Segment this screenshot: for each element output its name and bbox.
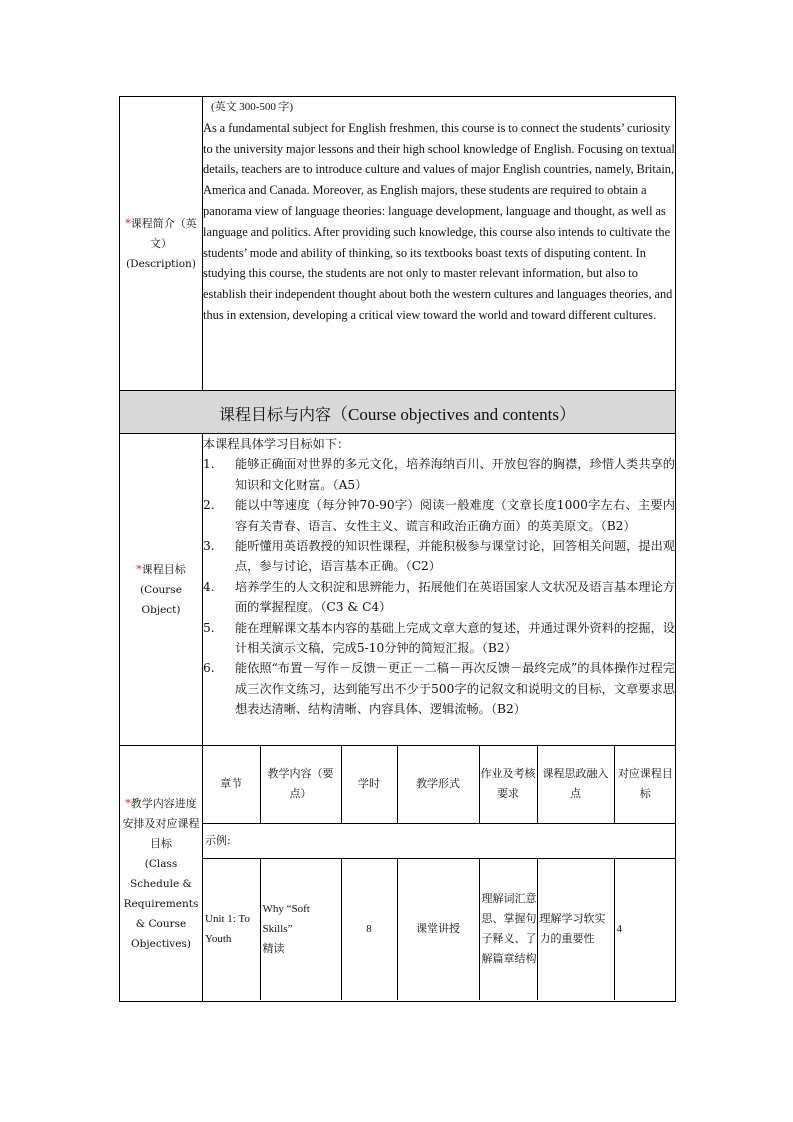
objectives-label-en: (Course Object) [140,583,182,616]
objectives-label [120,434,203,746]
description-label-en: (Description) [126,257,196,270]
section-band-en: （Course objectives and contents） [330,404,577,424]
objectives-label-zh: 课程目标 [141,562,186,576]
required-star: * [125,796,131,810]
header-format: 教学形式 [397,746,479,823]
schedule-header-row [203,746,676,823]
schedule-label [120,746,203,1002]
schedule-label-zh: 教学内容进度安排及对应课程目标 [122,796,200,850]
header-homework: 作业及考核要求 [479,746,537,823]
objective-item: 6. 能依照“布置－写作－反馈－更正－二稿－再次反馈－最终完成”的具体操作过程完成三次作文练习，达到能写出不少于500字的记叙文和说明文的目标，文章要求思想表达清晰、结构清晰、内容具体、逻辑流畅。（B2） [203,661,675,717]
description-text: As a fundamental subject for English freshmen, this course is to connect the students’ curiosity to the university major lessons and their high school knowledge of English. Focusing on textual details, teachers are to introduce culture and values of major English countries, namely, Britain, America and Canada. Moreover, as English majors, these students are required to obtain a panorama view of language theories: language development, language and thought, as well as language and politics. After providing such knowledge, this course also intends to cultivate the students’ mode and ability of thinking, so its textbooks boast texts of disputing content. In studying this course, the students are not only to master relevant information, but also to establish their independent thought about both the western cultures and languages theories, and thus in extension, developing a critical view toward the world and toward different cultures. [203,120,675,322]
schedule-data-row [203,858,676,1000]
cell-chapter: Unit 1: To Youth [203,858,260,1000]
example-row [203,823,676,858]
schedule-cell [203,746,676,1002]
syllabus-table [119,96,676,1002]
header-chapter: 章节 [203,746,260,823]
schedule-row [120,746,676,1002]
description-row [120,97,676,391]
objectives-row [120,434,676,746]
cell-ideology: 理解学习软实力的重要性 [537,858,614,1000]
header-content: 教学内容（要点） [260,746,341,823]
header-ideology: 课程思政融入点 [537,746,614,823]
objective-item: 5. 能在理解课文基本内容的基础上完成文章大意的复述，并通过课外资料的挖掘，设计相关演示文稿，完成5-10分钟的简短汇报。（B2） [203,620,675,656]
schedule-label-en: (Class Schedule & Requirements & Course Objectives) [123,857,199,950]
description-label [120,97,203,391]
cell-format: 课堂讲授 [397,858,479,1000]
cell-hours: 8 [341,858,397,1000]
objective-item: 4. 培养学生的人文积淀和思辨能力，拓展他们在英语国家人文状况及语言基本理论方面的掌握程度。（C3 & C4） [203,579,675,615]
section-band-zh: 课程目标与内容 [218,404,331,424]
objective-item: 3. 能听懂用英语教授的知识性课程，并能积极参与课堂讨论，回答相关问题，提出观点，参与讨论，语言基本正确。（C2） [203,539,675,574]
section-band [120,391,676,434]
header-hours: 学时 [341,746,397,823]
objective-item: 2. 能以中等速度（每分钟70-90字）阅读一般难度（文章长度1000字左右、主要内容有关青春、语言、女性主义、谎言和政治正确方面）的英美原文。（B2） [203,498,675,533]
example-label: 示例: [203,823,676,858]
required-star: * [136,562,142,576]
cell-objective: 4 [614,858,676,1000]
schedule-table [203,746,676,1000]
description-content [203,97,676,391]
section-band-row [120,391,676,434]
cell-content: Why “Soft Skills” 精读 [260,858,341,1000]
description-label-zh: 课程简介（英文） [130,216,197,250]
course-syllabus-page [119,96,675,1002]
objectives-intro: 本课程具体学习目标如下： [203,437,350,451]
description-lead: (英文 300-500 字) [211,101,294,113]
objective-item: 1. 能够正确面对世界的多元文化，培养海纳百川、开放包容的胸襟，珍惜人类共享的知识和文化财富。（A5） [203,457,675,492]
objectives-content [203,434,676,746]
required-star: * [125,216,131,230]
cell-homework: 理解词汇意思、掌握句子释义、了解篇章结构 [479,858,537,1000]
header-objective: 对应课程目标 [614,746,676,823]
